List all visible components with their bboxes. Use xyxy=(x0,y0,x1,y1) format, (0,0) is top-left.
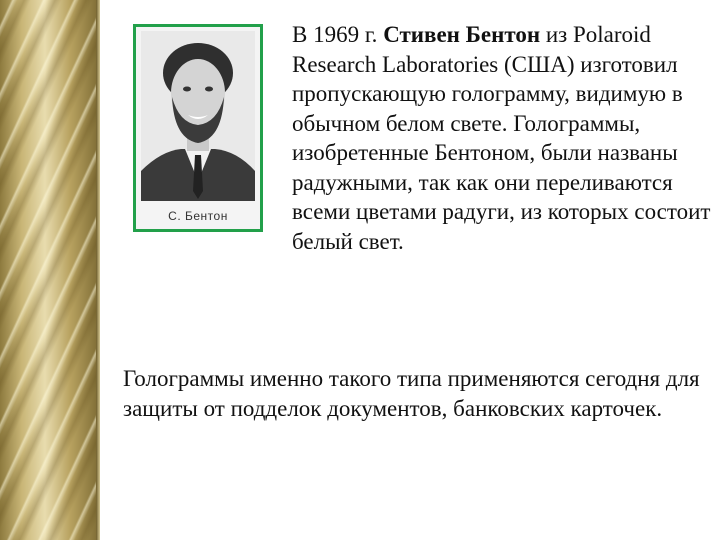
decorative-gold-side-band xyxy=(0,0,100,540)
paragraph-body-text: из Polaroid Research Laboratories (США) изготовил пропускающую голограмму, видимую в обычном белом свете. Голограммы, изобретенные Бентоном, были названы радужными, так как они переливаются всеми цветами радуги, из которых состоит белый свет. xyxy=(292,22,711,254)
photo-caption: С. Бентон xyxy=(168,209,228,223)
paragraph-benton-history xyxy=(112,20,712,256)
paragraph-lead-text: В 1969 г. xyxy=(292,22,384,47)
paragraph-hologram-usage: Голограммы именно такого типа применяются сегодня для защиты от подделок документов, банковских карточек. xyxy=(123,366,700,421)
person-name: Стивен Бентон xyxy=(383,22,541,47)
photo-wrap-spacer xyxy=(112,20,292,228)
